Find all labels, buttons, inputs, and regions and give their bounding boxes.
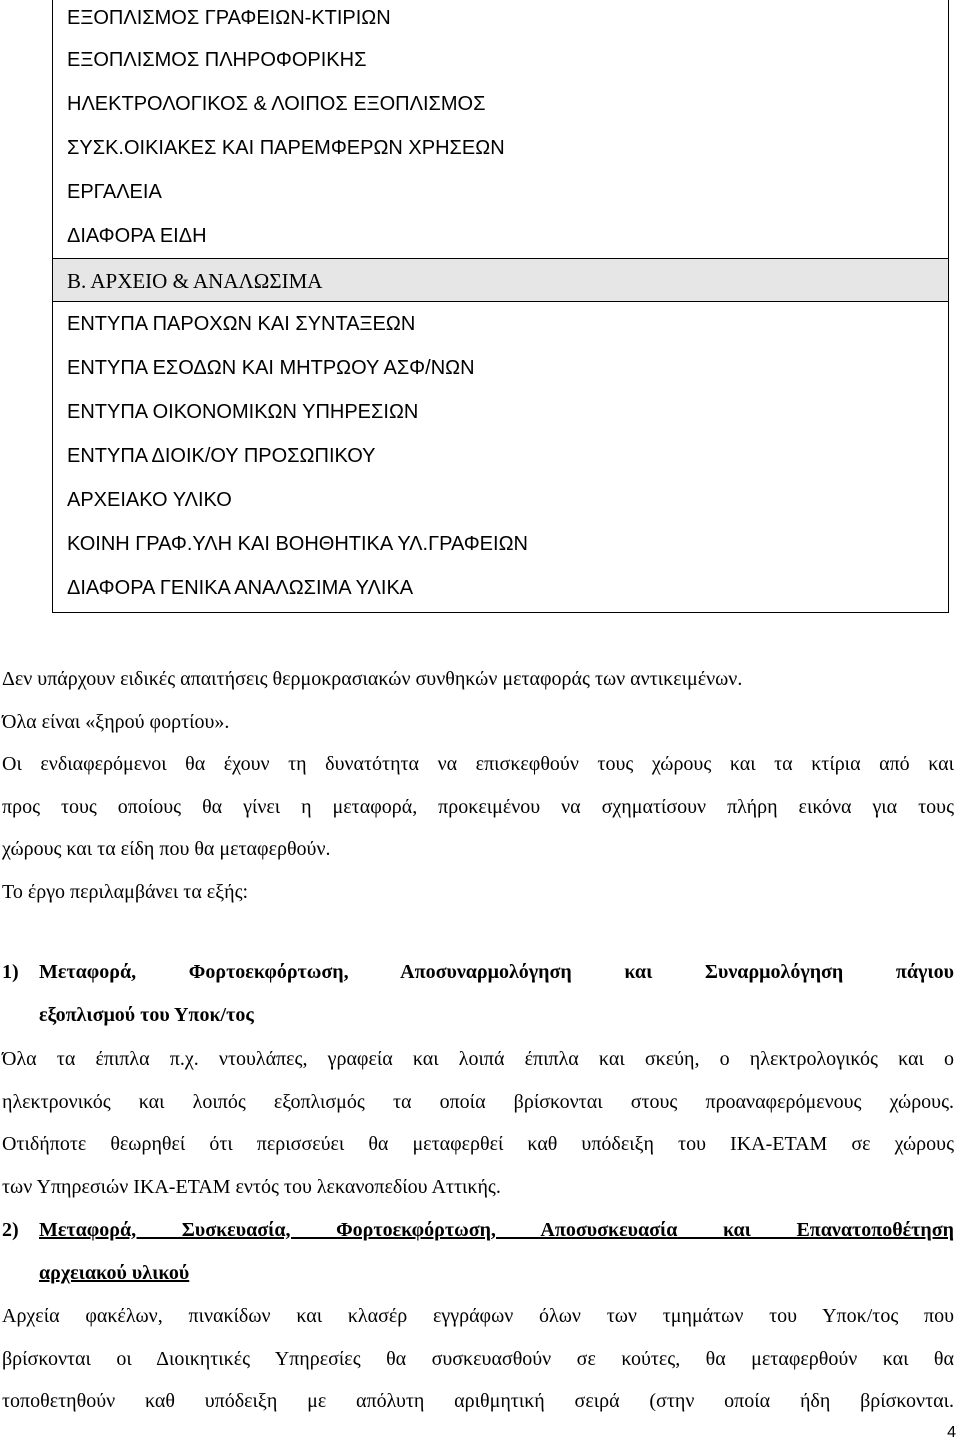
paragraph-line: Δεν υπάρχουν ειδικές απαιτήσεις θερμοκρασιακών συνθηκών μεταφοράς των αντικειμένων. (2, 668, 743, 690)
section-header-row: Β. ΑΡΧΕΙΟ & ΑΝΑΛΩΣΙΜΑ (53, 258, 948, 302)
items-table (52, 0, 949, 613)
paragraph-line: βρίσκονται οι Διοικητικές Υπηρεσίες θα συσκευασθούν σε κούτες, θα μεταφερθούν και θα (2, 1347, 954, 1370)
table-row: ΗΛΕΚΤΡΟΛΟΓΙΚΟΣ & ΛΟΙΠΟΣ ΕΞΟΠΛΙΣΜΟΣ (67, 93, 486, 115)
table-row: ΕΝΤΥΠΑ ΔΙΟΙΚ/ΟΥ ΠΡΟΣΩΠΙΚΟΥ (67, 445, 376, 467)
heading-line (2, 1252, 954, 1295)
paragraph-line: Οτιδήποτε θεωρηθεί ότι περισσεύει θα μεταφερθεί καθ υπόδειξη του ΙΚΑ-ΕΤΑΜ σε χώρους (2, 1133, 954, 1155)
section-heading-2 (2, 1209, 954, 1294)
table-row: ΕΞΟΠΛΙΣΜΟΣ ΓΡΑΦΕΙΩΝ-ΚΤΙΡΙΩΝ (67, 7, 391, 29)
table-row: ΔΙΑΦΟΡΑ ΓΕΝΙΚΑ ΑΝΑΛΩΣΙΜΑ ΥΛΙΚΑ (67, 577, 414, 599)
heading-text: αρχειακού υλικού (39, 1261, 190, 1284)
table-row: ΚΟΙΝΗ ΓΡΑΦ.ΥΛΗ ΚΑΙ ΒΟΗΘΗΤΙΚΑ ΥΛ.ΓΡΑΦΕΙΩΝ (67, 533, 528, 555)
body-text (2, 1295, 954, 1423)
paragraph-line: χώρους και τα είδη που θα μεταφερθούν. (2, 838, 331, 860)
table-row: ΔΙΑΦΟΡΑ ΕΙΔΗ (67, 225, 207, 247)
table-row: ΕΞΟΠΛΙΣΜΟΣ ΠΛΗΡΟΦΟΡΙΚΗΣ (67, 49, 367, 71)
paragraph-line: Οι ενδιαφερόμενοι θα έχουν τη δυνατότητα να επισκεφθούν τους χώρους και τα κτίρια από και (2, 753, 954, 775)
paragraph-line: προς τους οποίους θα γίνει η μεταφορά, προκειμένου να σχηματίσουν πλήρη εικόνα για τους (2, 795, 954, 818)
paragraph-line: των Υπηρεσιών ΙΚΑ-ΕΤΑΜ εντός του λεκανοπεδίου Αττικής. (2, 1175, 501, 1198)
table-row: ΕΝΤΥΠΑ ΠΑΡΟΧΩΝ ΚΑΙ ΣΥΝΤΑΞΕΩΝ (67, 313, 416, 335)
table-row: ΑΡΧΕΙΑΚΟ ΥΛΙΚΟ (67, 489, 232, 511)
paragraph-line: ηλεκτρονικός και λοιπός εξοπλισμός τα οποία βρίσκονται στους προαναφερόμενους χώρους. (2, 1090, 954, 1113)
heading-text: Μεταφορά, Φορτοεκφόρτωση, Αποσυναρμολόγηση και Συναρμολόγηση πάγιου (39, 961, 954, 983)
section-heading-1 (2, 951, 954, 1036)
table-row: ΣΥΣΚ.ΟΙΚΙΑΚΕΣ ΚΑΙ ΠΑΡΕΜΦΕΡΩΝ ΧΡΗΣΕΩΝ (67, 137, 505, 159)
paragraph-line: Το έργο περιλαμβάνει τα εξής: (2, 880, 249, 903)
body-text (2, 658, 954, 913)
table-row: ΕΝΤΥΠΑ ΟΙΚΟΝΟΜΙΚΩΝ ΥΠΗΡΕΣΙΩΝ (67, 401, 419, 423)
table-row: ΕΡΓΑΛΕΙΑ (67, 181, 162, 203)
heading-line: εξοπλισμού του Υποκ/τος (39, 1003, 254, 1026)
heading-text: Μεταφορά, Συσκευασία, Φορτοεκφόρτωση, Αποσυσκευασία και Επανατοποθέτηση (39, 1219, 954, 1241)
table-row: ΕΝΤΥΠΑ ΕΣΟΔΩΝ ΚΑΙ ΜΗΤΡΩΟΥ ΑΣΦ/ΝΩΝ (67, 357, 475, 379)
heading-number: 2) (2, 1219, 19, 1241)
paragraph-line: Όλα τα έπιπλα π.χ. ντουλάπες, γραφεία και λοιπά έπιπλα και σκεύη, ο ηλεκτρολογικός και ο (2, 1048, 954, 1070)
paragraph-line: τοποθετηθούν καθ υπόδειξη με απόλυτη αριθμητική σειρά (στην οποία ήδη βρίσκονται. (2, 1390, 954, 1412)
page-number: 4 (947, 1424, 956, 1441)
body-text (2, 1038, 954, 1208)
heading-number: 1) (2, 961, 19, 983)
paragraph-line: Όλα είναι «ξηρού φορτίου». (2, 710, 230, 733)
heading-line (2, 1209, 954, 1252)
paragraph-line: Αρχεία φακέλων, πινακίδων και κλασέρ εγγράφων όλων των τμημάτων του Υποκ/τος που (2, 1305, 954, 1327)
heading-line (2, 951, 954, 994)
